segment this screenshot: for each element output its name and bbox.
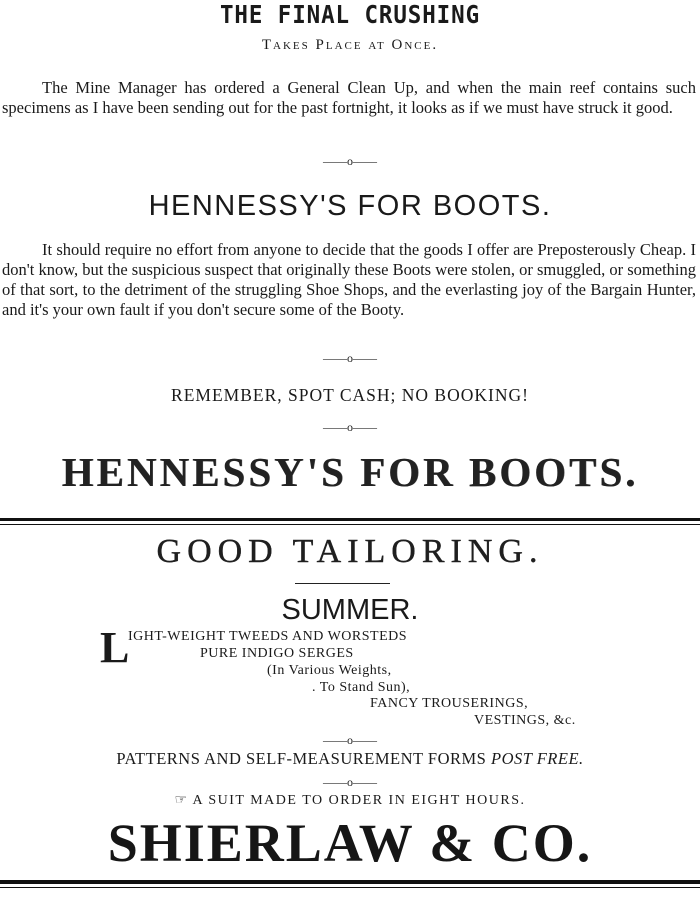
footer-divider-thin [0,887,700,888]
goods-line: PURE INDIGO SERGES [200,646,354,661]
footer-divider-thick [0,880,700,884]
separator: ——o—— [323,351,377,365]
takes-place-subtitle: Takes Place at Once. [261,37,439,53]
section-divider-thin [0,524,700,525]
separator: ——o—— [323,154,377,168]
drop-cap-letter: L [100,623,130,672]
shierlaw-firm-name: SHIERLAW & CO. [107,813,593,873]
good-tailoring-heading: GOOD TAILORING. [156,533,544,570]
patterns-text: PATTERNS AND SELF-MEASUREMENT FORMS [116,749,491,768]
goods-line: FANCY TROUSERINGS, [370,696,529,711]
preposterously-cheap-paragraph: It should require no effort from anyone to decide that the goods I offer are Preposterously Cheap. I don't know, but the suspicious suspect that originally these Boots were stolen, or smuggled, or something of that sort, to the detriment of the struggling Shoe Shops, and the everlasting joy of the Bargain Hunter, and it's your own fault if you don't secure some of the Booty. [2,240,696,319]
spot-cash-notice: REMEMBER, SPOT CASH; NO BOOKING! [171,385,529,405]
goods-line: . To Stand Sun), [312,680,411,695]
goods-line: VESTINGS, &c. [474,713,576,728]
goods-line: (In Various Weights, [267,663,392,678]
hennessys-boots-display-heading: HENNESSY'S FOR BOOTS. [61,449,639,495]
suit-notice [0,792,700,809]
summer-heading: SUMMER. [281,594,419,626]
separator: ——o—— [323,420,377,434]
post-free-emphasis: POST FREE. [490,749,584,768]
mine-manager-paragraph: The Mine Manager has ordered a General Clean Up, and when the main reef contains such specimens as I have been sending out for the past fortnight, it looks as if we must have struck it good. [2,78,696,117]
hennessys-boots-heading: HENNESSY'S FOR BOOTS. [148,190,552,222]
goods-line: IGHT-WEIGHT TWEEDS AND WORSTEDS [128,629,408,644]
short-divider [295,583,390,584]
suit-text: A SUIT MADE TO ORDER IN EIGHT HOURS. [192,793,526,808]
patterns-notice [0,749,700,769]
section-divider-thick [0,518,700,521]
final-crushing-title: THE FINAL CRUSHING [219,0,481,29]
pointing-hand-icon: ☞ [174,793,189,808]
separator: ——o—— [323,775,377,789]
separator: ——o—— [323,733,377,747]
